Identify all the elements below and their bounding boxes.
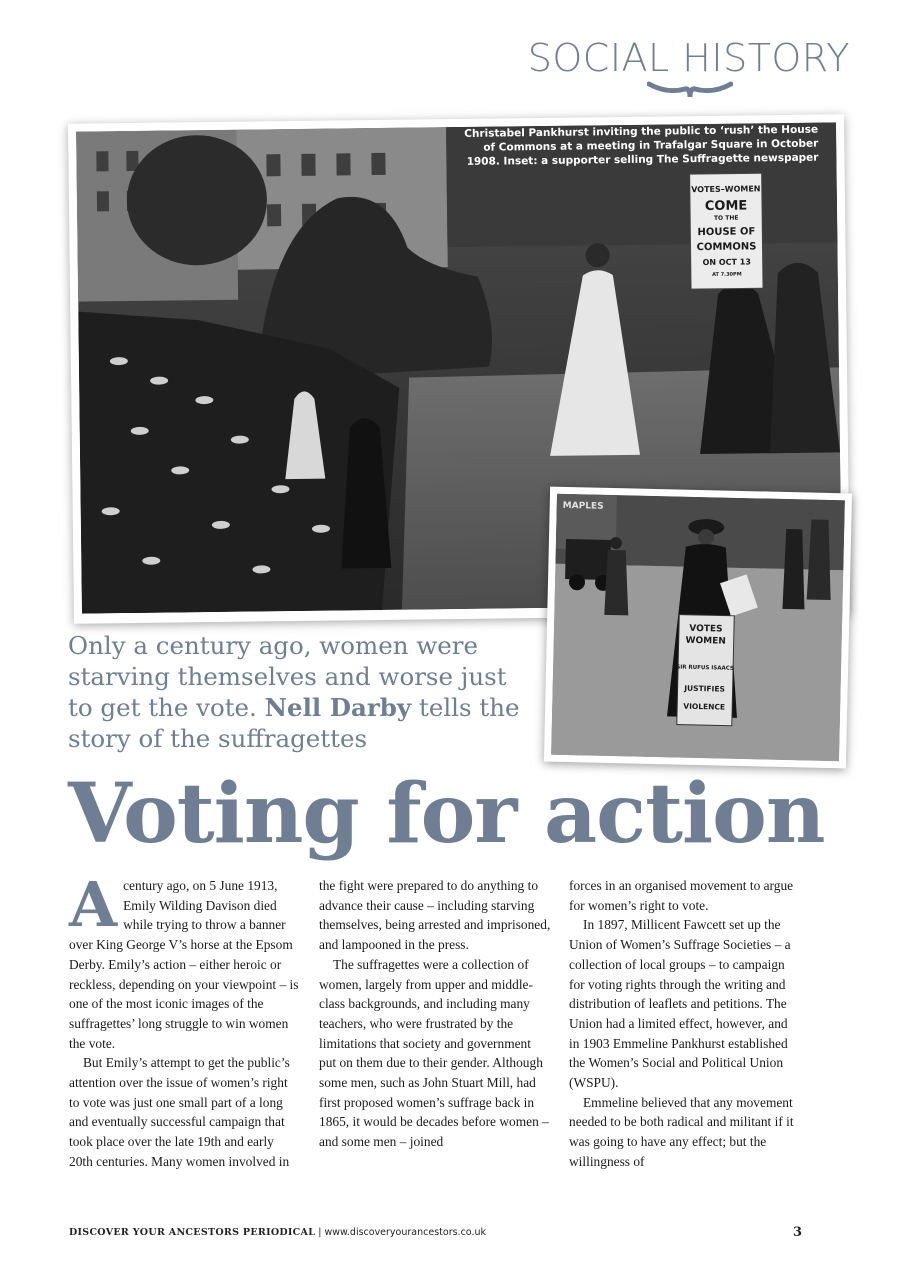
author-name: Nell Darby xyxy=(264,693,412,722)
placard-line: VIOLENCE xyxy=(683,701,726,712)
paragraph: Emmeline believed that any movement needed to be both radical and militant if it was going to have any effect; but the willingness of xyxy=(569,1094,794,1169)
placard-line: JUSTIFIES xyxy=(684,683,726,694)
article-column-2 xyxy=(319,876,551,1152)
standfirst-lead: Only a century ago, women were starving themselves and worse just to get the vote. xyxy=(68,631,507,722)
paragraph: the fight were prepared to do anything to advance their cause – including starving themselves, being arrested and imprisoned, and lampooned in the press. xyxy=(319,878,551,953)
footer-separator: | xyxy=(318,1227,322,1238)
paragraph: In 1897, Millicent Fawcett set up the Union of Women’s Suffrage Societies – a collection of local groups – to campaign for voting rights through the writing and distribution of leaflets and petitions. The Union had a limited effect, however, and in 1903 Emmeline Pankhurst established the Women’s Social and Political Union (WSPU). xyxy=(569,917,791,1091)
footer xyxy=(69,1227,486,1238)
publication-name: DISCOVER YOUR ANCESTORS PERIODICAL xyxy=(69,1227,316,1238)
placard-line: VOTES xyxy=(689,623,723,635)
ornament-icon xyxy=(647,80,733,100)
standfirst xyxy=(68,630,538,754)
paragraph-text: century ago, on 5 June 1913, Emily Wilding Davison died while trying to throw a banner over King George V’s horse at the Epsom Derby. Emily’s action – either heroic or reckless, depending on your viewpoint – is one of the most iconic images of the suffragettes’ long struggle to win women the vote. xyxy=(69,878,299,1051)
paragraph xyxy=(69,868,301,1053)
banner-line: COMMONS xyxy=(696,241,757,254)
banner-line: HOUSE OF xyxy=(697,226,756,239)
page-number: 3 xyxy=(792,1225,802,1240)
section-title: SOCIAL HISTORY xyxy=(527,36,850,80)
photo-caption: Christabel Pankhurst inviting the public to ‘rush’ the House of Commons at a meeting in Trafalgar Square in October 1908. Inset: a supporter selling The Suffragette newspaper xyxy=(464,123,819,168)
street-seller-photo xyxy=(551,494,845,761)
paragraph: forces in an organised movement to argue for women’s right to vote. xyxy=(569,878,794,913)
banner-line: VOTES–WOMEN xyxy=(691,184,761,195)
banner-line: ON OCT 13 xyxy=(702,257,751,268)
banner-line: COME xyxy=(704,198,748,214)
standfirst-tail: tells the story of the suffragettes xyxy=(68,693,520,753)
banner-line: TO THE xyxy=(713,214,739,222)
inset-photo xyxy=(544,487,852,769)
placard-line: WOMEN xyxy=(685,635,726,647)
article-column-1 xyxy=(69,868,301,1172)
shop-sign: MAPLES xyxy=(562,500,604,512)
banner-line: AT 7.30PM xyxy=(712,271,742,278)
paragraph: But Emily’s attempt to get the public’s attention over the issue of women’s right to vote was just one small part of a long and eventually successful campaign that took place over the late 19th and early 20th centuries. Many women involved in xyxy=(69,1055,290,1169)
article-column-3 xyxy=(569,876,801,1172)
paragraph: The suffragettes were a collection of women, largely from upper and middle-class backgrounds, and including many teachers, who were frustrated by the limitations that society and government put on them due to their gender. Although some men, such as John Stuart Mill, had first proposed women’s suffrage back in 1865, it would be decades before women – and some men – joined xyxy=(319,956,549,1150)
website-link[interactable]: www.discoveryourancestors.co.uk xyxy=(324,1227,486,1238)
headline: Voting for action xyxy=(68,766,825,862)
placard-line: SIR RUFUS ISAACS xyxy=(676,664,734,672)
drop-cap: A xyxy=(69,868,118,941)
